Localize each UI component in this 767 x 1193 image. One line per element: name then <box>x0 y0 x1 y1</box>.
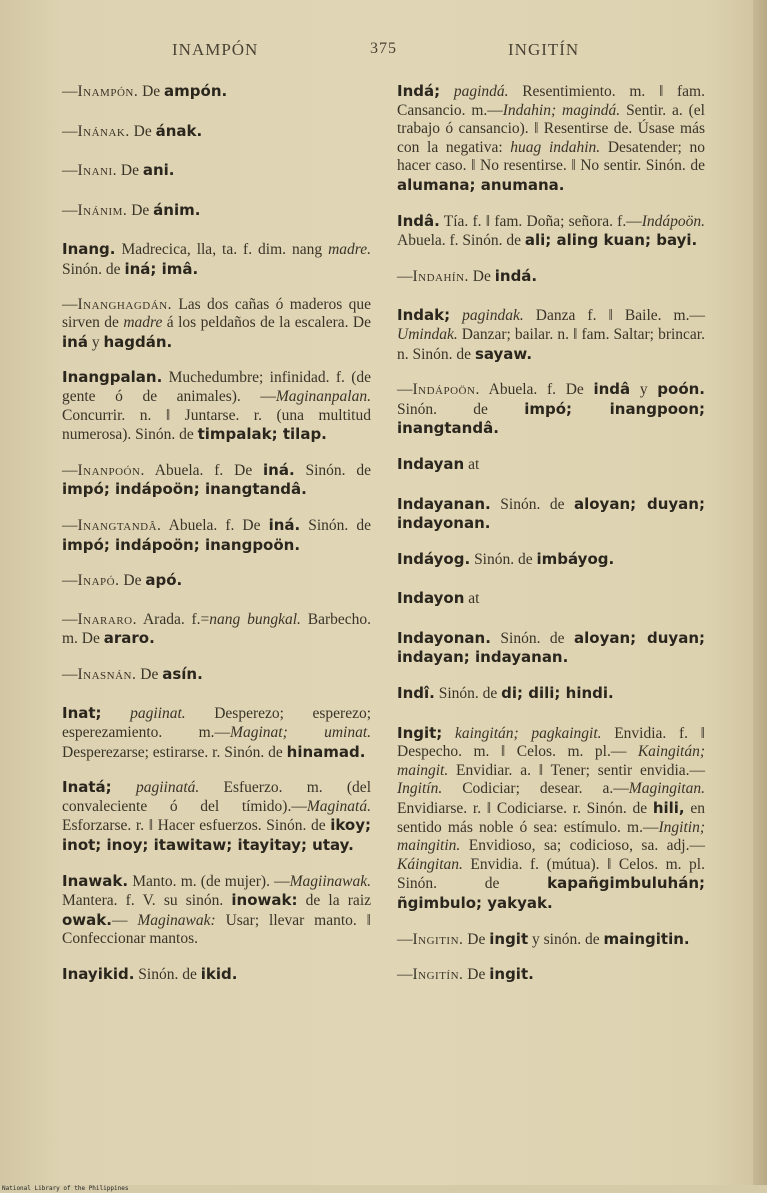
page-number: 375 <box>370 40 397 57</box>
entry-text: at <box>464 455 480 473</box>
subentry-term: Inararo. <box>77 610 137 628</box>
headword: Indî. <box>397 684 435 703</box>
dictionary-entry <box>62 516 371 555</box>
entry-text: De <box>463 966 490 984</box>
headword: di; dili; hindi. <box>501 684 614 703</box>
entry-text: De <box>117 162 143 180</box>
headword: Indá; <box>397 82 441 100</box>
subentry-term: Inangtandâ. <box>77 516 162 534</box>
entry-text: y <box>87 333 104 351</box>
entry-text: — <box>397 267 413 285</box>
entry-text: Sinón. de <box>62 260 125 278</box>
italic-form: madre <box>123 314 163 332</box>
headword: Indayan <box>397 454 465 473</box>
headword: iná. <box>268 515 301 534</box>
library-credit: National Library of the Philippines <box>2 1185 129 1192</box>
headword: Inatá; <box>62 778 112 797</box>
italic-form: kaingitán; pagkaingit. <box>454 724 602 742</box>
dictionary-entry <box>62 872 371 949</box>
entry-text: Las dos cañas ó maderos que sirven de <box>62 295 371 332</box>
dictionary-entry <box>62 571 371 591</box>
entry-text: De <box>119 572 146 590</box>
headword: Indak; <box>397 306 451 325</box>
headword: aloyan; duyan; indayan; indayanan. <box>397 628 705 667</box>
dictionary-entry <box>397 550 705 570</box>
headword: poón. <box>657 380 706 399</box>
entry-text: Esforzarse. r. ‖ Hacer esfuerzos. Sinón. de <box>62 817 331 835</box>
entry-text: Abuela. f. Sinón. de <box>397 232 525 250</box>
headword: iná; imâ. <box>124 259 199 278</box>
headword: maingitin. <box>603 929 690 948</box>
entry-text: Resentimiento. m. ‖ fam. Cansancio. m.— <box>397 83 705 119</box>
headword: Inang. <box>62 240 116 259</box>
entry-text: Sinón. de <box>134 966 201 983</box>
headword: owak. <box>62 910 112 929</box>
headword: Ingit; <box>397 723 443 742</box>
dictionary-entry <box>62 201 371 221</box>
headword: iná <box>62 332 88 351</box>
dictionary-entry <box>397 724 705 914</box>
dictionary-entry <box>397 930 705 950</box>
entry-text: Manto. m. (de mujer). — <box>128 872 290 890</box>
entry-text: De <box>463 930 490 948</box>
entry-text: — <box>62 122 78 140</box>
dictionary-entry <box>62 161 371 181</box>
entry-text: — <box>62 572 78 590</box>
headword: ikoy; inot; inoy; itawitaw; itayitay; utay. <box>62 816 371 855</box>
headword: sayaw. <box>474 344 533 363</box>
italic-form: Magiinawak. <box>289 872 371 890</box>
entry-text: en sentido más noble ó sea: estímulo. m.— <box>397 800 705 836</box>
right-column <box>397 82 705 1005</box>
headword: ikid. <box>200 965 238 983</box>
italic-form: Ingitin; maingitin. <box>397 818 705 855</box>
subentry-term: Indahín. <box>412 267 469 285</box>
entry-text: Sinón. de <box>300 516 371 534</box>
entry-text: — <box>62 295 78 313</box>
entry-text: Arada. f.= <box>137 610 210 628</box>
headword: Indayon <box>397 589 465 608</box>
italic-form: Ingitín. <box>397 780 443 798</box>
entry-text: Usar; llevar manto. ‖ Confeccionar mantos. <box>62 911 372 948</box>
italic-form: Maginat; uminat. <box>230 724 372 742</box>
dictionary-entry <box>397 589 705 609</box>
entry-text: Desperezarse; estirarse. r. Sinón. de <box>62 743 287 761</box>
entry-text: — <box>111 911 138 929</box>
headword: Inawak. <box>62 871 129 890</box>
entry-text: á los peldaños de la escalera. De <box>162 314 371 332</box>
dictionary-entry <box>397 267 705 287</box>
subentry-term: Inanpoón. <box>77 461 145 479</box>
entry-text <box>440 83 454 100</box>
subentry-term: Ingitin. <box>412 930 464 948</box>
headword: iná. <box>263 460 295 479</box>
entry-text: Envidioso, sa; codicioso, sa. adj.— <box>460 837 705 855</box>
entry-text: De <box>468 267 495 285</box>
headword: impó; inangpoon; inangtandâ. <box>397 399 706 438</box>
entry-text: — <box>62 201 78 219</box>
entry-text: Muchedumbre; infinidad. f. (de gente ó de animales). — <box>62 369 371 405</box>
entry-text: de la raiz <box>297 892 372 910</box>
headword: Indáyog. <box>397 549 471 568</box>
headword: ali; aling kuan; bayi. <box>524 231 698 250</box>
dictionary-entry <box>397 495 705 534</box>
entry-text: — <box>397 381 413 399</box>
entry-text <box>102 705 131 722</box>
entry-text: Barbecho. m. De <box>62 610 371 648</box>
headword: Inayikid. <box>62 965 135 983</box>
headword: timpalak; tilap. <box>197 425 327 444</box>
entry-text: Abuela. f. De <box>144 461 264 479</box>
headword: alumana; anumana. <box>397 175 565 194</box>
headword: ingit. <box>489 965 534 984</box>
italic-form: pagindá. <box>453 83 509 100</box>
dictionary-entry <box>62 82 371 102</box>
entry-text: Esfuerzo. m. (del convaleciente ó del tímido).— <box>62 779 371 815</box>
dictionary-entry <box>62 296 371 353</box>
entry-text: Madrecica, lla, ta. f. dim. nang <box>115 241 329 259</box>
entry-text: y sinón. de <box>528 930 604 948</box>
entry-text: Envidiarse. r. ‖ Codiciarse. r. Sinón. de <box>397 800 653 818</box>
italic-form: Indápoön. <box>641 212 705 230</box>
headword: hili, <box>652 799 685 818</box>
entry-text: De <box>136 665 163 683</box>
headword: indá. <box>494 266 538 285</box>
headword: hinamad. <box>286 742 366 761</box>
italic-form: nang bungkal. <box>209 610 301 628</box>
headword: hagdán. <box>103 332 173 351</box>
italic-form: huag indahin. <box>510 138 601 156</box>
italic-form: Indahin; magindá. <box>502 101 621 119</box>
headword: ampón. <box>164 82 228 100</box>
headword: impó; indápoön; inangtandâ. <box>62 480 307 499</box>
entry-text: at <box>464 590 480 608</box>
entry-text: Mantera. f. V. su sinón. <box>62 892 232 910</box>
page-edge <box>753 0 767 1185</box>
dictionary-entry <box>397 684 705 704</box>
subentry-term: Inapó. <box>77 572 120 590</box>
entry-text: De <box>138 83 165 100</box>
entry-text: De <box>129 122 156 140</box>
dictionary-entry <box>62 778 371 855</box>
entry-text <box>442 725 455 742</box>
entry-text: — <box>62 516 78 534</box>
headword: araro. <box>103 629 155 648</box>
headword: kapañgimbuluhán; ñgimbulo; yakyak. <box>397 874 705 912</box>
entry-text: Codiciar; desear. a.— <box>442 780 629 798</box>
dictionary-entry <box>397 629 705 668</box>
headword: apó. <box>145 571 183 590</box>
running-head-left: INAMPÓN <box>172 40 259 59</box>
entry-text: Danza f. ‖ Baile. m.— <box>523 307 705 325</box>
headword: Inangpalan. <box>62 368 163 387</box>
dictionary-entry <box>62 665 371 685</box>
subentry-term: Indápoön. <box>412 381 480 399</box>
entry-text: Sentir. a. (el trabajo ó cansancio). ‖ Resentirse de. Úsase más con la negativa: <box>397 101 705 156</box>
entry-text: Desperezo; esperezo; esperezamiento. m.— <box>62 705 372 742</box>
entry-text: — <box>62 461 78 479</box>
headword: inowak: <box>231 891 298 910</box>
italic-form: pagiinatá. <box>135 779 200 797</box>
italic-form: Maginawak: <box>137 911 216 929</box>
headword: aloyan; duyan; indayonan. <box>397 494 705 533</box>
dictionary-entry <box>62 704 371 762</box>
headword: asín. <box>162 664 203 683</box>
headword: ánim. <box>153 200 201 219</box>
entry-text: Desatender; no hacer caso. ‖ No resentirse. ‖ No sentir. Sinón. de <box>397 138 705 175</box>
headword: Indayonan. <box>397 628 491 647</box>
dictionary-entry <box>62 240 371 279</box>
italic-form: pagiinat. <box>130 705 186 723</box>
headword: Indayanan. <box>397 494 491 513</box>
entry-text: Sinón. de <box>490 495 574 513</box>
entry-text: Sinón. de <box>294 461 372 479</box>
dictionary-entry <box>397 965 705 985</box>
headword: imbáyog. <box>536 549 615 568</box>
entry-text: Concurrir. n. ‖ Juntarse. r. (una multitud numerosa). Sinón. de <box>62 406 371 444</box>
entry-text: Envidia. f. (mútua). ‖ Celos. m. pl. Sinón. de <box>397 855 705 893</box>
dictionary-entry <box>62 122 371 142</box>
entry-text: Tía. f. ‖ fam. Doña; señora. f.— <box>439 212 642 230</box>
dictionary-entry <box>62 368 371 444</box>
dictionary-entry <box>397 455 705 475</box>
dictionary-entry <box>62 461 371 500</box>
italic-form: Maginatá. <box>306 797 371 815</box>
headword: impó; indápoön; inangpoön. <box>62 535 301 554</box>
headword: ingit <box>489 929 529 948</box>
entry-text: — <box>62 83 78 100</box>
subentry-term: Inani. <box>77 162 118 180</box>
entry-text <box>112 779 136 796</box>
running-head-right: INGITÍN <box>508 40 580 59</box>
italic-form: pagindak. <box>462 307 524 325</box>
entry-text: Sinón. de <box>397 400 525 418</box>
italic-form: Umindak. <box>397 325 458 343</box>
subentry-term: Inanghagdán. <box>77 295 172 313</box>
entry-text: Sinón. de <box>434 685 502 703</box>
entry-text: Sinón. de <box>490 629 575 647</box>
headword: Inat; <box>62 704 102 723</box>
italic-form: Káingitan. <box>397 855 463 873</box>
subentry-term: Ingitín. <box>412 966 464 984</box>
entry-text: Envidiar. a. ‖ Tener; sentir envidia.— <box>448 761 705 779</box>
entry-text: — <box>397 930 413 948</box>
subentry-term: Inánim. <box>77 201 128 219</box>
subentry-term: Inasnán. <box>77 665 137 683</box>
entry-text: Envidia. f. ‖ Despecho. m. ‖ Celos. m. pl.— <box>397 724 705 761</box>
dictionary-entry <box>397 380 705 439</box>
headword: Indâ. <box>397 211 440 230</box>
entry-text: Abuela. f. De <box>161 516 269 534</box>
entry-text: — <box>62 610 78 628</box>
subentry-term: Inampón. <box>77 83 139 100</box>
headword: ának. <box>155 121 203 140</box>
italic-form: Kaingitán; maingit. <box>397 743 705 779</box>
entry-text: — <box>62 665 78 683</box>
entry-text: Abuela. f. De <box>479 381 594 399</box>
entry-text: — <box>397 966 413 984</box>
dictionary-entry <box>62 965 371 985</box>
entry-text: De <box>127 201 154 219</box>
dictionary-entry <box>397 212 705 251</box>
dictionary-entry <box>397 306 705 364</box>
entry-text: Sinón. de <box>470 550 537 568</box>
dictionary-entry <box>62 611 371 649</box>
headword: ani. <box>142 161 175 180</box>
entry-text <box>450 307 462 324</box>
entry-text: y <box>630 381 658 399</box>
italic-form: madre. <box>328 241 371 259</box>
entry-text: — <box>62 162 78 180</box>
entry-text: Danzar; bailar. n. ‖ fam. Saltar; brincar. n. Sinón. de <box>397 325 705 363</box>
italic-form: Maginanpalan. <box>275 387 371 405</box>
subentry-term: Inának. <box>77 122 130 140</box>
headword: indâ <box>593 380 631 399</box>
dictionary-entry <box>397 82 705 196</box>
italic-form: Magingitan. <box>628 780 705 798</box>
left-column <box>62 82 371 1001</box>
